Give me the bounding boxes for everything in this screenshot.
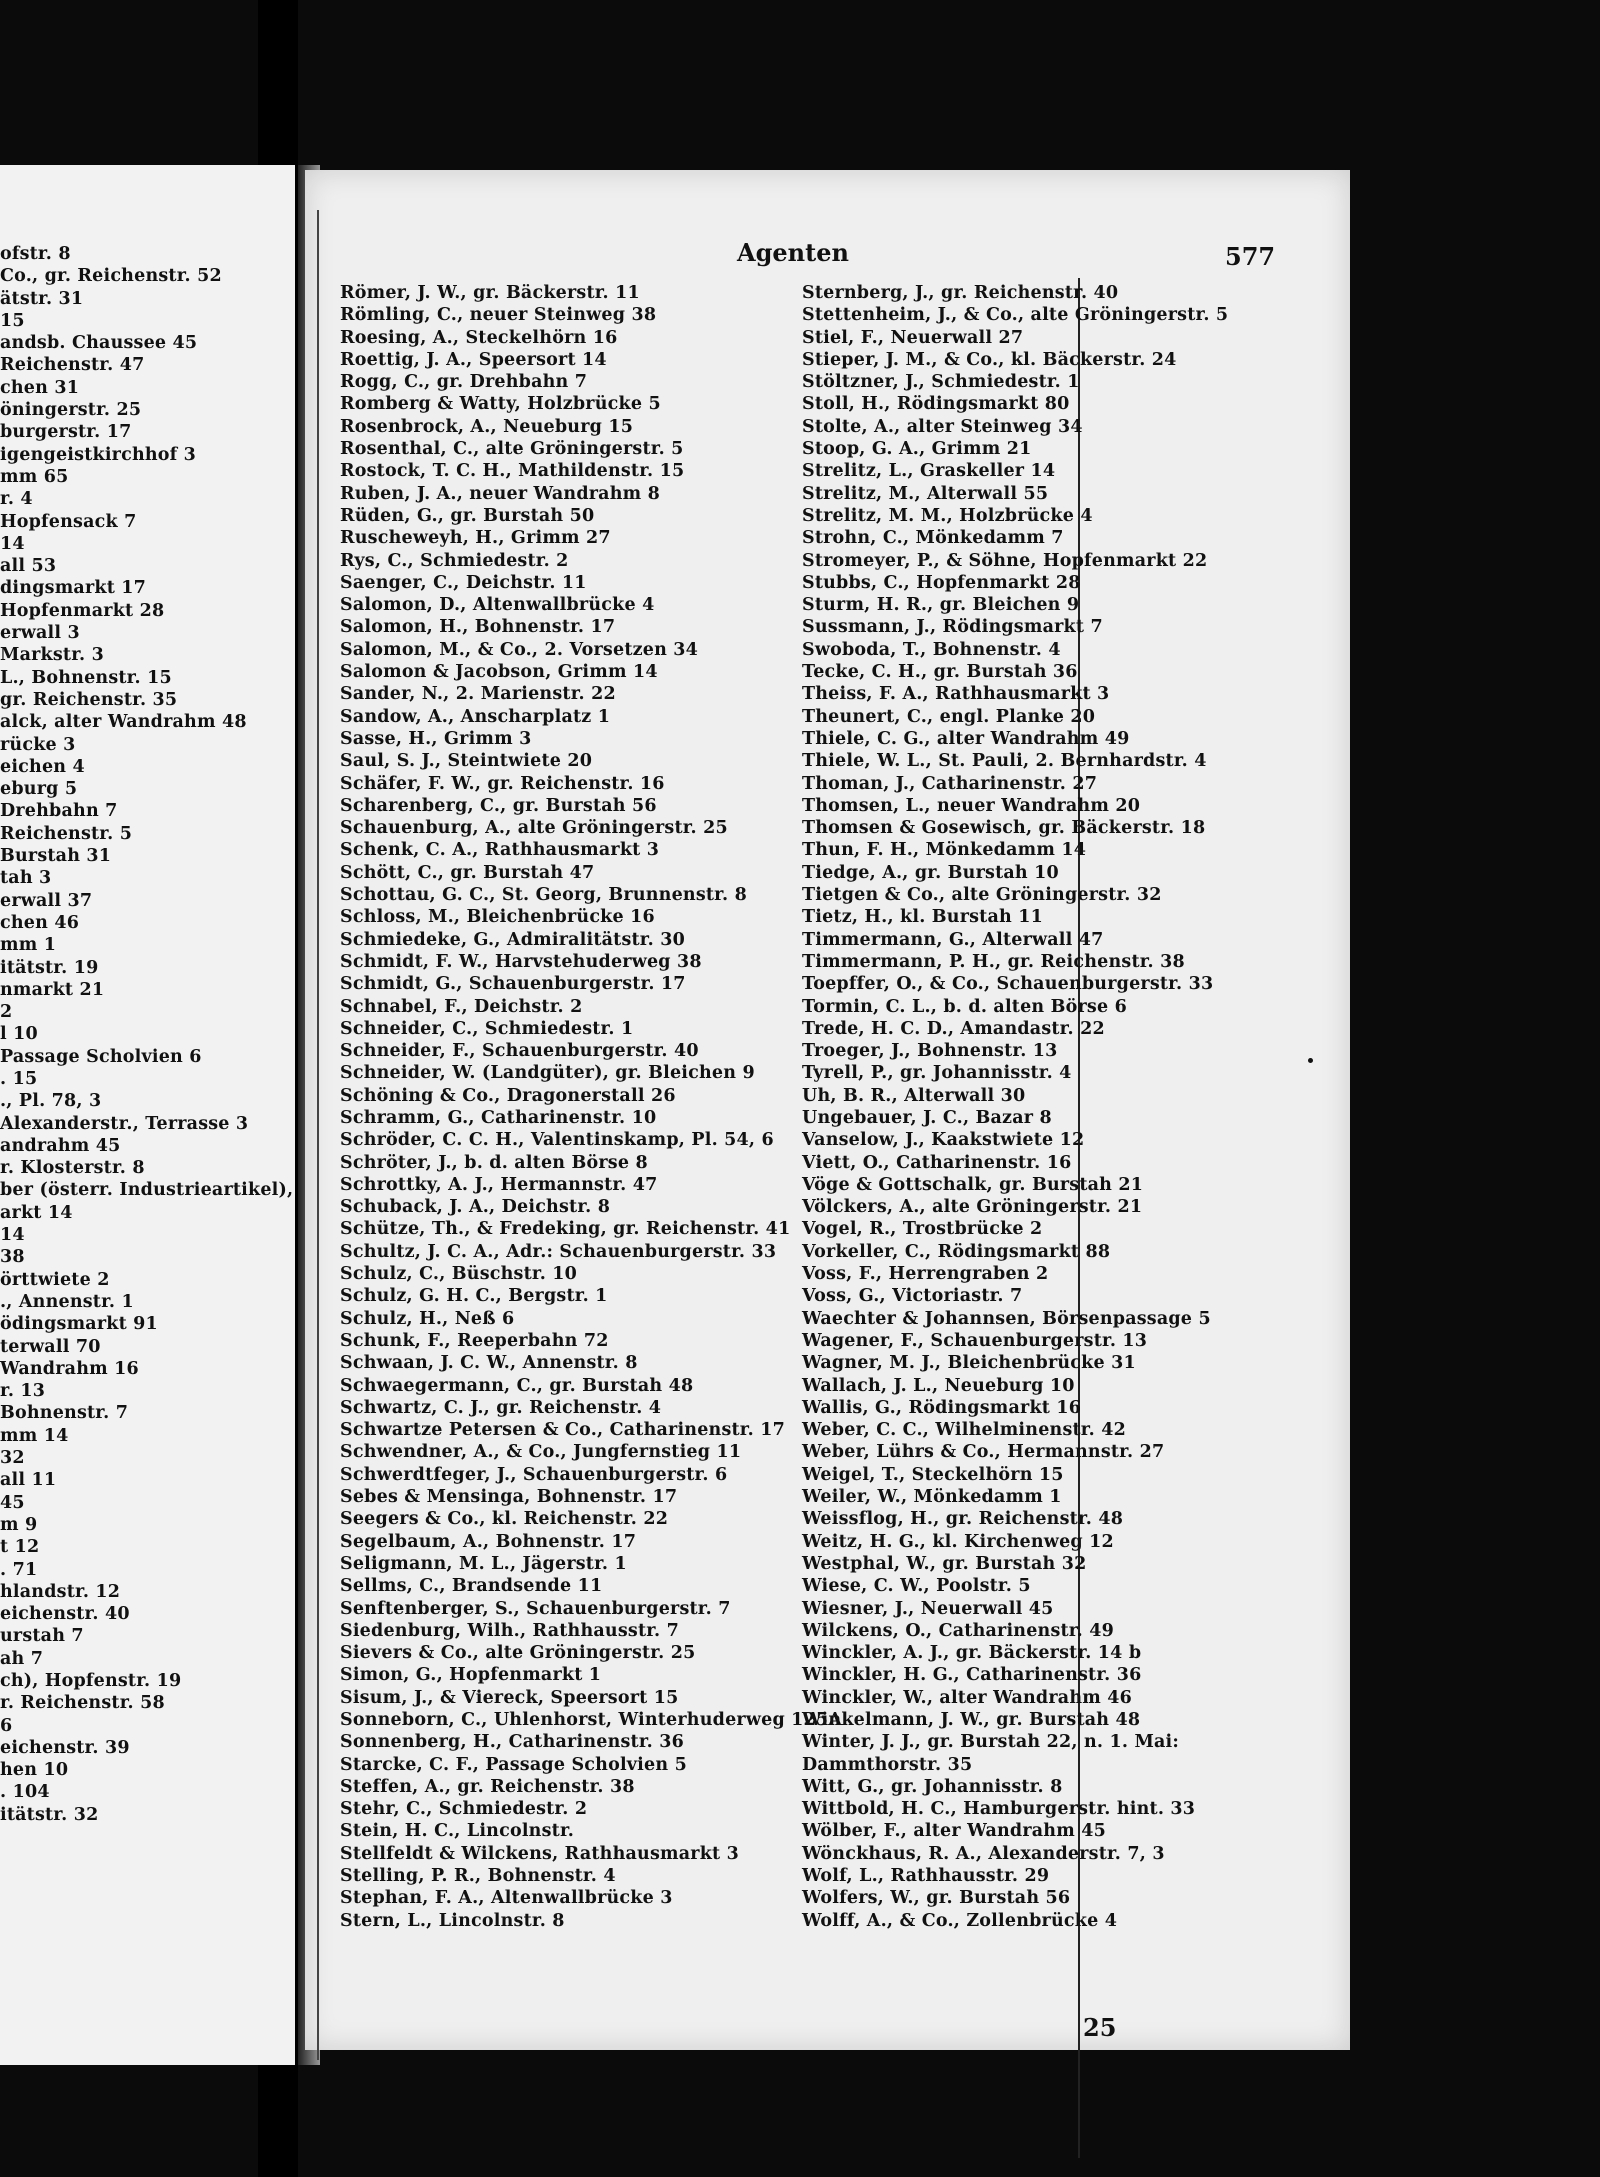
directory-entry: Thomsen, L., neuer Wandrahm 20 <box>802 795 1141 816</box>
ink-spot <box>1308 1058 1313 1063</box>
left-page-line: ofstr. 8 <box>0 244 71 264</box>
left-page-line: . 104 <box>0 1782 50 1803</box>
directory-entry: Sussmann, J., Rödingsmarkt 7 <box>802 617 1103 638</box>
directory-entry: Weitz, H. G., kl. Kirchenweg 12 <box>802 1531 1114 1552</box>
left-page-line: t 12 <box>0 1537 40 1558</box>
directory-entry: Tietz, H., kl. Burstah 11 <box>802 907 1043 928</box>
left-page-line: mm 65 <box>0 466 69 487</box>
left-page-line: andsb. Chaussee 45 <box>0 333 198 354</box>
directory-entry: Wönckhaus, R. A., Alexanderstr. 7, 3 <box>802 1843 1165 1864</box>
directory-entry: Toepffer, O., & Co., Schauenburgerstr. 33 <box>802 974 1214 995</box>
left-page-line: Reichenstr. 5 <box>0 823 133 844</box>
left-page-line: 32 <box>0 1448 25 1469</box>
directory-entry: Simon, G., Hopfenmarkt 1 <box>340 1665 602 1686</box>
directory-entry: Schmiedeke, G., Admiralitätstr. 30 <box>340 929 685 950</box>
left-page-line: r. 4 <box>0 489 33 510</box>
left-page-line: ah 7 <box>0 1648 44 1669</box>
directory-entry: Rys, C., Schmiedestr. 2 <box>340 550 569 571</box>
left-page-line: Passage Scholvien 6 <box>0 1046 202 1067</box>
left-page-line: itätstr. 32 <box>0 1804 99 1825</box>
directory-entry: Schneider, C., Schmiedestr. 1 <box>340 1018 634 1039</box>
left-page-line: Burstah 31 <box>0 846 112 867</box>
directory-entry: Stern, L., Lincolnstr. 8 <box>340 1910 565 1931</box>
left-page-line: nmarkt 21 <box>0 979 105 1000</box>
directory-entry: Schmidt, G., Schauenburgerstr. 17 <box>340 974 686 995</box>
directory-entry: Wiese, C. W., Poolstr. 5 <box>802 1576 1031 1597</box>
directory-entry: Schunk, F., Reeperbahn 72 <box>340 1330 609 1351</box>
directory-entry: Tyrell, P., gr. Johannisstr. 4 <box>802 1063 1072 1084</box>
directory-entry: Weigel, T., Steckelhörn 15 <box>802 1464 1064 1485</box>
directory-entry: Vogel, R., Trostbrücke 2 <box>802 1219 1043 1240</box>
left-page-line: hlandstr. 12 <box>0 1581 121 1602</box>
directory-entry: Wilckens, O., Catharinenstr. 49 <box>802 1620 1114 1641</box>
directory-entry: Wagner, M. J., Bleichenbrücke 31 <box>802 1353 1136 1374</box>
directory-entry: Roesing, A., Steckelhörn 16 <box>340 327 618 348</box>
directory-entry: Ruscheweyh, H., Grimm 27 <box>340 528 611 549</box>
directory-entry: Schulz, C., Büschstr. 10 <box>340 1264 578 1285</box>
left-page-line: Wandrahm 16 <box>0 1358 139 1379</box>
directory-entry: Sternberg, J., gr. Reichenstr. 40 <box>802 283 1119 303</box>
left-page-line: terwall 70 <box>0 1336 101 1357</box>
directory-entry: Vorkeller, C., Rödingsmarkt 88 <box>802 1241 1111 1262</box>
directory-entry: Schwaegermann, C., gr. Burstah 48 <box>340 1375 694 1396</box>
directory-entry: Stelling, P. R., Bohnenstr. 4 <box>340 1866 616 1887</box>
left-page-line: Drehbahn 7 <box>0 801 118 822</box>
directory-entry: Thoman, J., Catharinenstr. 27 <box>802 773 1098 794</box>
left-page-line: L., Bohnenstr. 15 <box>0 667 172 688</box>
directory-entry: Voss, G., Victoriastr. 7 <box>802 1286 1023 1307</box>
directory-entry: Schwartz, C. J., gr. Reichenstr. 4 <box>340 1397 662 1418</box>
directory-entry: Seligmann, M. L., Jägerstr. 1 <box>340 1553 627 1574</box>
left-page-line: all 53 <box>0 556 57 577</box>
directory-entry: Wittbold, H. C., Hamburgerstr. hint. 33 <box>802 1799 1196 1820</box>
directory-entry: Stein, H. C., Lincolnstr. <box>340 1821 575 1842</box>
directory-entry: Troeger, J., Bohnenstr. 13 <box>802 1041 1058 1062</box>
directory-entry: Tormin, C. L., b. d. alten Börse 6 <box>802 996 1127 1017</box>
left-page-line: chen 31 <box>0 377 80 398</box>
left-page-line: 6 <box>0 1715 13 1736</box>
directory-entry: Stehr, C., Schmiedestr. 2 <box>340 1799 588 1820</box>
signature-mark: 25 <box>1083 2013 1117 2042</box>
left-page-line: eichenstr. 40 <box>0 1604 130 1625</box>
left-page-line: erwall 37 <box>0 890 93 911</box>
directory-entry: Schneider, F., Schauenburgerstr. 40 <box>340 1041 699 1062</box>
directory-entry: Sandow, A., Anscharplatz 1 <box>340 706 611 727</box>
directory-entry: Thomsen & Gosewisch, gr. Bäckerstr. 18 <box>802 818 1206 839</box>
directory-entry: Rosenthal, C., alte Gröningerstr. 5 <box>340 439 684 460</box>
left-page-line: ätstr. 31 <box>0 288 84 309</box>
left-page-line: 38 <box>0 1247 25 1268</box>
left-page-line: dingsmarkt 17 <box>0 578 147 599</box>
directory-entry: Schulz, H., Neß 6 <box>340 1308 515 1329</box>
left-page-line: öningerstr. 25 <box>0 400 142 421</box>
directory-entry: Ruben, J. A., neuer Wandrahm 8 <box>340 483 661 504</box>
directory-entry: Weber, Lührs & Co., Hermannstr. 27 <box>802 1442 1165 1463</box>
directory-entry: Dammthorstr. 35 <box>802 1754 973 1775</box>
directory-entry: Stettenheim, J., & Co., alte Gröningerstr. 5 <box>802 305 1229 326</box>
left-page-line: 14 <box>0 1225 25 1246</box>
directory-entry: Saul, S. J., Steintwiete 20 <box>340 751 593 772</box>
directory-entry: Schuback, J. A., Deichstr. 8 <box>340 1197 611 1218</box>
directory-entry: Steffen, A., gr. Reichenstr. 38 <box>340 1776 635 1797</box>
directory-entry: Sebes & Mensinga, Bohnenstr. 17 <box>340 1487 678 1508</box>
directory-entry: Strelitz, M., Alterwall 55 <box>802 483 1049 504</box>
directory-entry: Schütze, Th., & Fredeking, gr. Reichenstr. 41 <box>340 1219 791 1240</box>
directory-entry: Schauenburg, A., alte Gröningerstr. 25 <box>340 818 728 839</box>
directory-entry: Tietgen & Co., alte Gröningerstr. 32 <box>802 885 1162 906</box>
left-page-line: . 15 <box>0 1068 38 1089</box>
directory-entry: Sasse, H., Grimm 3 <box>340 728 532 749</box>
directory-entry: Winckler, H. G., Catharinenstr. 36 <box>802 1665 1142 1686</box>
left-page-line: ödingsmarkt 91 <box>0 1314 158 1335</box>
directory-entry: Rosenbrock, A., Neueburg 15 <box>340 416 634 437</box>
directory-entry: Schnabel, F., Deichstr. 2 <box>340 996 583 1017</box>
directory-entry: Strohn, C., Mönkedamm 7 <box>802 528 1064 549</box>
directory-entry: Schwaan, J. C. W., Annenstr. 8 <box>340 1353 638 1374</box>
directory-entry: Viett, O., Catharinenstr. 16 <box>802 1152 1072 1173</box>
directory-entry: Sonneborn, C., Uhlenhorst, Winterhuderweg 125A <box>340 1710 843 1730</box>
left-page-line: Markstr. 3 <box>0 645 104 666</box>
directory-entry: Strelitz, L., Graskeller 14 <box>802 461 1056 482</box>
directory-entry: Wölber, F., alter Wandrahm 45 <box>802 1821 1106 1842</box>
left-page-line: rücke 3 <box>0 734 76 755</box>
directory-entry: Rüden, G., gr. Burstah 50 <box>340 505 595 526</box>
directory-entry: Stephan, F. A., Altenwallbrücke 3 <box>340 1888 673 1909</box>
directory-entry: Wallach, J. L., Neueburg 10 <box>802 1375 1075 1396</box>
left-page-line: r. Reichenstr. 58 <box>0 1693 165 1714</box>
directory-entry: Thiele, W. L., St. Pauli, 2. Bernhardstr. 4 <box>802 751 1207 772</box>
left-page-line: hen 10 <box>0 1760 69 1781</box>
directory-entry: Winter, J. J., gr. Burstah 22, n. 1. Mai: <box>802 1732 1180 1753</box>
directory-entry: Winkelmann, J. W., gr. Burstah 48 <box>802 1710 1141 1730</box>
directory-entry: Salomon & Jacobson, Grimm 14 <box>340 662 658 683</box>
directory-entry: Witt, G., gr. Johannisstr. 8 <box>802 1776 1063 1797</box>
directory-entry: Schramm, G., Catharinenstr. 10 <box>340 1107 657 1128</box>
directory-entry: Westphal, W., gr. Burstah 32 <box>802 1553 1087 1574</box>
directory-entry: Wagener, F., Schauenburgerstr. 13 <box>802 1330 1148 1351</box>
left-page-line: itätstr. 19 <box>0 957 99 978</box>
left-page-line: mm 14 <box>0 1425 69 1446</box>
directory-entry: Salomon, D., Altenwallbrücke 4 <box>340 595 655 616</box>
left-page-line: Co., gr. Reichenstr. 52 <box>0 266 222 287</box>
directory-entry: Thun, F. H., Mönkedamm 14 <box>802 840 1087 861</box>
left-page-line: ch), Hopfenstr. 19 <box>0 1671 182 1691</box>
page-number: 577 <box>1225 242 1276 271</box>
left-page-line: arkt 14 <box>0 1202 73 1223</box>
directory-entry: Sievers & Co., alte Gröningerstr. 25 <box>340 1643 696 1664</box>
left-page-line: ., Annenstr. 1 <box>0 1291 134 1312</box>
directory-entry: Vanselow, J., Kaakstwiete 12 <box>802 1130 1085 1151</box>
left-page-line: l 10 <box>0 1024 38 1045</box>
directory-entry: Seegers & Co., kl. Reichenstr. 22 <box>340 1509 669 1530</box>
directory-entry: Tiedge, A., gr. Burstah 10 <box>802 862 1059 883</box>
directory-entry: Weiler, W., Mönkedamm 1 <box>802 1487 1062 1508</box>
left-page-line: Hopfenmarkt 28 <box>0 600 165 621</box>
directory-entry: Ungebauer, J. C., Bazar 8 <box>802 1107 1052 1128</box>
directory-entry: Roettig, J. A., Speersort 14 <box>340 349 607 370</box>
directory-entry: Stoop, G. A., Grimm 21 <box>802 439 1032 460</box>
directory-entry: Winckler, A. J., gr. Bäckerstr. 14 b <box>802 1643 1142 1664</box>
directory-entry: Theiss, F. A., Rathhausmarkt 3 <box>802 684 1110 705</box>
left-page-line: 45 <box>0 1492 25 1513</box>
directory-entry: Schottau, G. C., St. Georg, Brunnenstr. 8 <box>340 885 747 906</box>
left-page-line: ., Pl. 78, 3 <box>0 1091 102 1112</box>
directory-entry: Schloss, M., Bleichenbrücke 16 <box>340 907 655 928</box>
left-margin-rule <box>317 210 319 2060</box>
left-page-line: eichenstr. 39 <box>0 1737 130 1758</box>
directory-entry: Weissflog, H., gr. Reichenstr. 48 <box>802 1509 1124 1530</box>
directory-entry: Völckers, A., alte Gröningerstr. 21 <box>802 1197 1143 1218</box>
left-page-line: m 9 <box>0 1514 38 1535</box>
directory-entry: Stieper, J. M., & Co., kl. Bäckerstr. 24 <box>802 349 1177 370</box>
left-page-line: eichen 4 <box>0 756 85 777</box>
left-page-line: r. 13 <box>0 1381 46 1402</box>
directory-entry: Voss, F., Herrengraben 2 <box>802 1264 1049 1285</box>
directory-entry: Rogg, C., gr. Drehbahn 7 <box>340 372 588 393</box>
directory-entry: Schneider, W. (Landgüter), gr. Bleichen 9 <box>340 1063 755 1084</box>
directory-entry: Stromeyer, P., & Söhne, Hopfenmarkt 22 <box>802 550 1208 571</box>
directory-entry: Schött, C., gr. Burstah 47 <box>340 862 595 883</box>
directory-entry: Tecke, C. H., gr. Burstah 36 <box>802 662 1078 683</box>
directory-entry: Uh, B. R., Alterwall 30 <box>802 1085 1026 1106</box>
directory-entry: Schrottky, A. J., Hermannstr. 47 <box>340 1174 658 1195</box>
directory-entry: Strelitz, M. M., Holzbrücke 4 <box>802 505 1093 526</box>
left-page-line: eburg 5 <box>0 779 78 800</box>
directory-entry: Winckler, W., alter Wandrahm 46 <box>802 1687 1133 1708</box>
left-page-line: Hopfensack 7 <box>0 511 137 532</box>
left-page-line: alck, alter Wandrahm 48 <box>0 712 247 733</box>
directory-entry: Stellfeldt & Wilckens, Rathhausmarkt 3 <box>340 1843 739 1864</box>
directory-entry: Stolte, A., alter Steinweg 34 <box>802 416 1083 437</box>
directory-entry: Sellms, C., Brandsende 11 <box>340 1576 603 1597</box>
directory-entry: Römer, J. W., gr. Bäckerstr. 11 <box>340 283 640 303</box>
directory-entry: Stubbs, C., Hopfenmarkt 28 <box>802 572 1081 593</box>
directory-entry: Schwartze Petersen & Co., Catharinenstr. 17 <box>340 1420 785 1441</box>
directory-entry: Wallis, G., Rödingsmarkt 16 <box>802 1397 1082 1418</box>
directory-entry: Siedenburg, Wilh., Rathhausstr. 7 <box>340 1620 679 1641</box>
left-page-line: chen 46 <box>0 912 80 933</box>
directory-entry: Sonnenberg, H., Catharinenstr. 36 <box>340 1732 684 1753</box>
directory-entry: Vöge & Gottschalk, gr. Burstah 21 <box>802 1174 1144 1195</box>
directory-entry: Waechter & Johannsen, Börsenpassage 5 <box>802 1308 1211 1329</box>
directory-entry: Schenk, C. A., Rathhausmarkt 3 <box>340 840 660 861</box>
directory-entry: Römling, C., neuer Steinweg 38 <box>340 305 657 326</box>
left-page-fragment <box>0 165 295 2065</box>
directory-entry: Sisum, J., & Viereck, Speersort 15 <box>340 1687 679 1708</box>
directory-entry: Salomon, H., Bohnenstr. 17 <box>340 617 616 638</box>
directory-entry: Wolf, L., Rathhausstr. 29 <box>802 1866 1050 1887</box>
right-page <box>305 170 1350 2050</box>
directory-entry: Schwerdtfeger, J., Schauenburgerstr. 6 <box>340 1464 728 1485</box>
left-page-line: r. Klosterstr. 8 <box>0 1158 145 1179</box>
directory-entry: Senftenberger, S., Schauenburgerstr. 7 <box>340 1598 731 1619</box>
directory-entry: Schwendner, A., & Co., Jungfernstieg 11 <box>340 1442 742 1463</box>
left-page-line: urstah 7 <box>0 1626 84 1647</box>
directory-entry: Starcke, C. F., Passage Scholvien 5 <box>340 1754 687 1775</box>
directory-entry: Segelbaum, A., Bohnenstr. 17 <box>340 1531 637 1552</box>
left-page-line: ber (österr. Industrieartikel), <box>0 1180 294 1201</box>
left-page-line: andrahm 45 <box>0 1135 121 1156</box>
left-page-line: gr. Reichenstr. 35 <box>0 689 178 710</box>
left-page-column <box>0 243 293 1826</box>
directory-entry: Swoboda, T., Bohnenstr. 4 <box>802 639 1061 660</box>
directory-entry: Theunert, C., engl. Planke 20 <box>802 706 1096 727</box>
left-page-line: Alexanderstr., Terrasse 3 <box>0 1113 249 1134</box>
left-page-line: Reichenstr. 47 <box>0 355 145 376</box>
directory-entry: Stiel, F., Neuerwall 27 <box>802 327 1024 348</box>
left-page-line: mm 1 <box>0 935 57 956</box>
left-page-line: 2 <box>0 1002 13 1023</box>
directory-entry: Wolfers, W., gr. Burstah 56 <box>802 1888 1071 1909</box>
directory-entry: Trede, H. C. D., Amandastr. 22 <box>802 1018 1105 1039</box>
directory-column-2 <box>802 282 1228 1932</box>
directory-entry: Stöltzner, J., Schmiedestr. 1 <box>802 372 1080 393</box>
directory-entry: Thiele, C. G., alter Wandrahm 49 <box>802 728 1130 749</box>
directory-column-1 <box>340 282 842 1932</box>
directory-entry: Timmermann, P. H., gr. Reichenstr. 38 <box>802 951 1185 972</box>
left-page-line: erwall 3 <box>0 623 80 644</box>
left-page-line: 15 <box>0 310 25 331</box>
directory-entry: Schöning & Co., Dragonerstall 26 <box>340 1085 676 1106</box>
directory-entry: Stoll, H., Rödingsmarkt 80 <box>802 394 1070 415</box>
directory-entry: Rostock, T. C. H., Mathildenstr. 15 <box>340 461 685 482</box>
directory-entry: Timmermann, G., Alterwall 47 <box>802 929 1104 950</box>
directory-entry: Schultz, J. C. A., Adr.: Schauenburgerstr. 33 <box>340 1241 777 1262</box>
left-page-line: örttwiete 2 <box>0 1269 110 1290</box>
directory-entry: Romberg & Watty, Holzbrücke 5 <box>340 394 661 415</box>
directory-entry: Schröder, C. C. H., Valentinskamp, Pl. 54, 6 <box>340 1130 774 1151</box>
directory-entry: Weber, C. C., Wilhelminenstr. 42 <box>802 1420 1126 1441</box>
directory-entry: Schmidt, F. W., Harvstehuderweg 38 <box>340 951 702 972</box>
directory-entry: Sturm, H. R., gr. Bleichen 9 <box>802 595 1080 616</box>
left-page-line: burgerstr. 17 <box>0 422 132 443</box>
directory-entry: Sander, N., 2. Marienstr. 22 <box>340 684 616 705</box>
directory-entry: Saenger, C., Deichstr. 11 <box>340 572 587 593</box>
page-title: Agenten <box>737 238 849 267</box>
directory-entry: Wiesner, J., Neuerwall 45 <box>802 1598 1054 1619</box>
directory-entry: Salomon, M., & Co., 2. Vorsetzen 34 <box>340 639 699 660</box>
directory-entry: Schröter, J., b. d. alten Börse 8 <box>340 1152 648 1173</box>
left-page-line: igengeistkirchhof 3 <box>0 444 197 465</box>
left-page-line: tah 3 <box>0 868 52 889</box>
left-page-line: Bohnenstr. 7 <box>0 1403 129 1424</box>
left-page-line: all 11 <box>0 1470 57 1491</box>
directory-entry: Schäfer, F. W., gr. Reichenstr. 16 <box>340 773 665 794</box>
left-page-line: . 71 <box>0 1559 38 1580</box>
directory-entry: Wolff, A., & Co., Zollenbrücke 4 <box>802 1910 1118 1931</box>
left-page-line: 14 <box>0 533 25 554</box>
directory-entry: Scharenberg, C., gr. Burstah 56 <box>340 795 657 816</box>
directory-entry: Schulz, G. H. C., Bergstr. 1 <box>340 1286 608 1307</box>
